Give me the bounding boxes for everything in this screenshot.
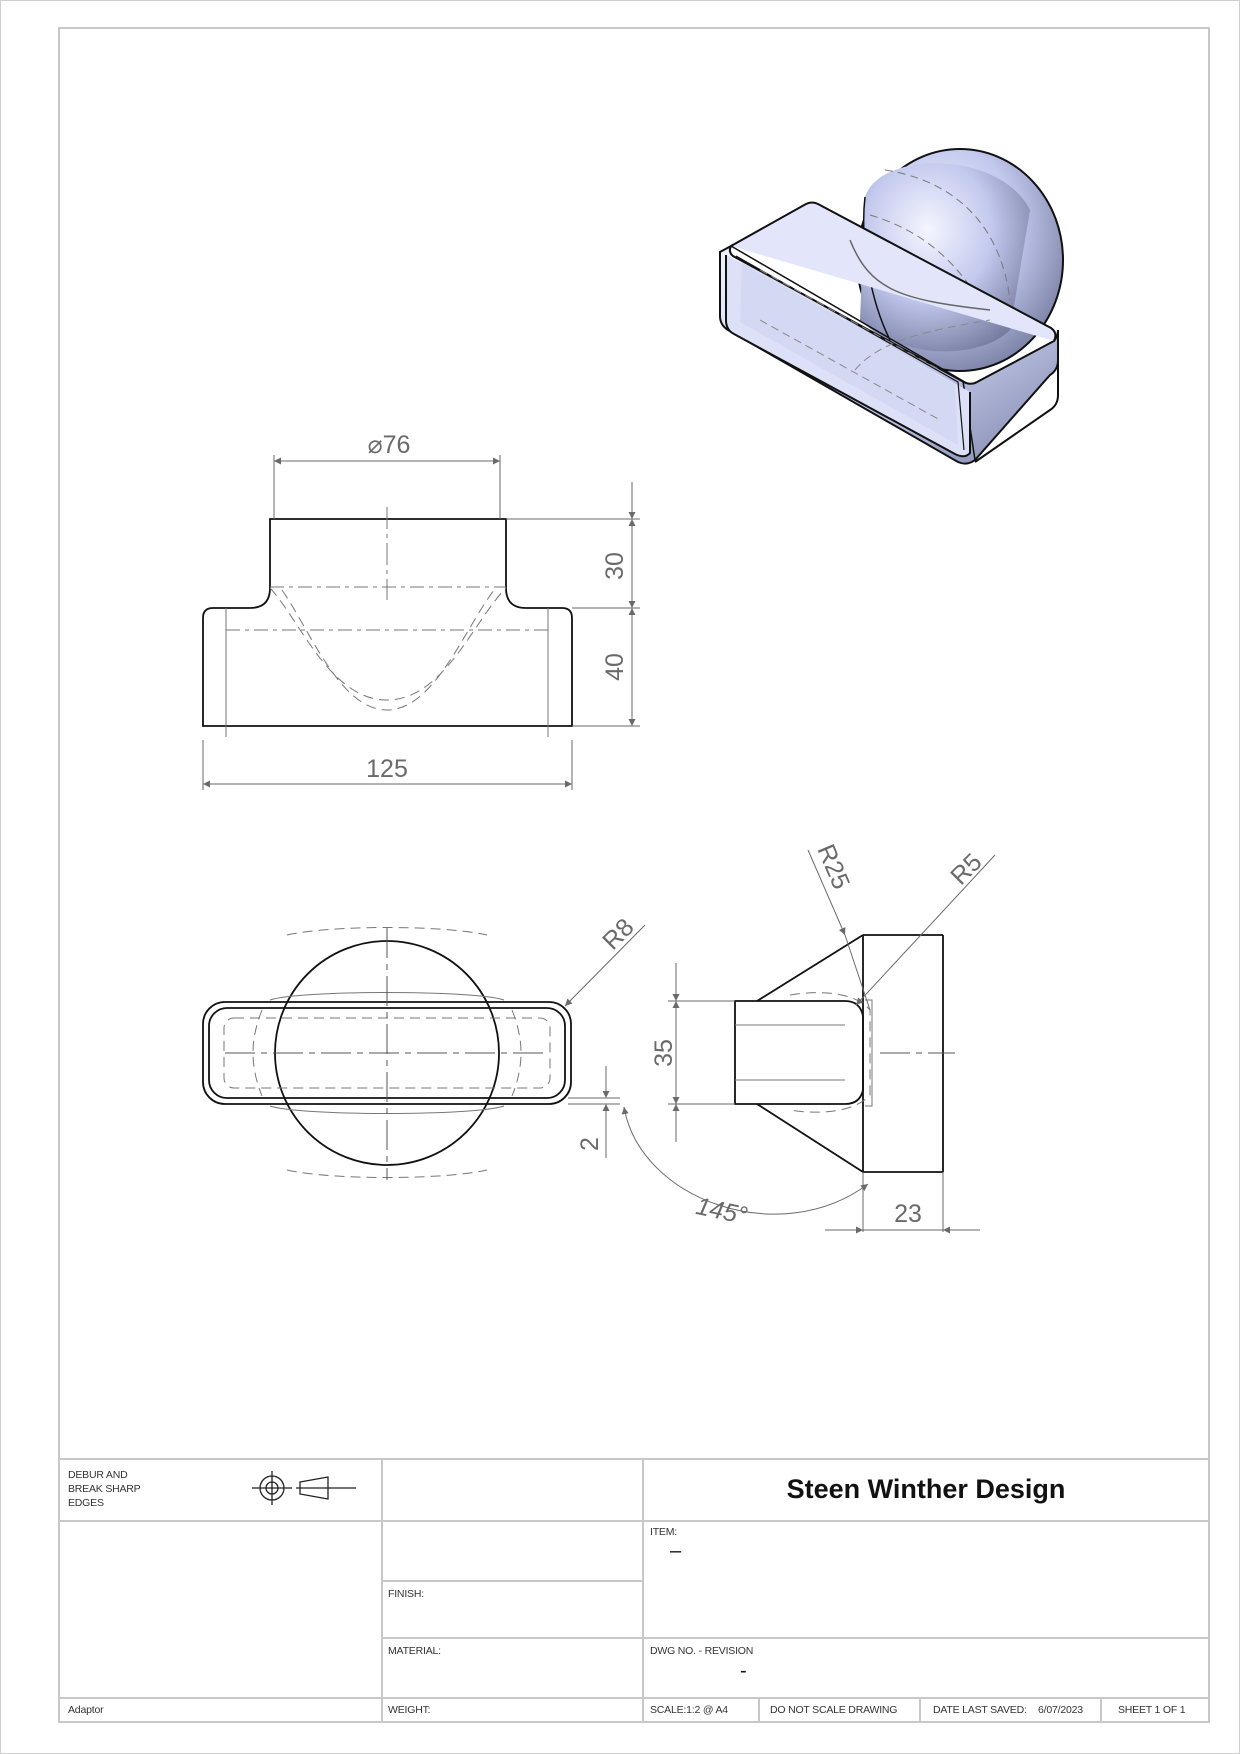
- scale-label: SCALE:1:2 @ A4: [650, 1704, 728, 1716]
- part-name: Adaptor: [68, 1704, 104, 1716]
- item-value: –: [670, 1540, 682, 1562]
- dim-depth: 23: [894, 1200, 922, 1228]
- material-label: MATERIAL:: [388, 1645, 441, 1657]
- side-view: [735, 935, 955, 1172]
- debur-note-line: EDGES: [68, 1497, 104, 1509]
- dim-radius-r5: R5: [945, 848, 988, 891]
- front-view: [203, 507, 572, 737]
- debur-note-line: BREAK SHARP: [68, 1483, 141, 1495]
- date-value: 6/07/2023: [1038, 1704, 1083, 1716]
- dim-angle: 145°: [693, 1192, 750, 1231]
- weight-label: WEIGHT:: [388, 1704, 431, 1716]
- debur-note-line: DEBUR AND: [68, 1469, 128, 1481]
- dim-radius-r25: R25: [811, 840, 856, 894]
- side-view-dimensions: [624, 850, 995, 1232]
- top-view-dimensions: [565, 925, 645, 1158]
- dim-height-top: 30: [601, 552, 629, 580]
- finish-label: FINISH:: [388, 1588, 424, 1600]
- projection-symbol-icon: [252, 1471, 356, 1505]
- dwg-value: -: [740, 1660, 747, 1682]
- do-not-scale-note: DO NOT SCALE DRAWING: [770, 1704, 898, 1716]
- debur-note: [68, 1468, 141, 1510]
- dwg-label: DWG NO. - REVISION: [650, 1645, 754, 1657]
- dim-height-bottom: 40: [601, 653, 629, 681]
- dim-height-35: 35: [650, 1039, 678, 1067]
- item-label: ITEM:: [650, 1526, 677, 1538]
- dim-diameter: ⌀76: [367, 431, 411, 459]
- dim-thickness: 2: [576, 1137, 604, 1151]
- isometric-view: [720, 149, 1063, 464]
- top-view: [203, 928, 571, 1181]
- dim-radius-r8: R8: [597, 913, 640, 956]
- date-label: DATE LAST SAVED:: [933, 1704, 1027, 1716]
- dim-width: 125: [366, 755, 408, 783]
- sheet-number: SHEET 1 OF 1: [1118, 1704, 1186, 1716]
- front-view-dimensions: [203, 455, 640, 790]
- company-name: Steen Winther Design: [786, 1474, 1066, 1504]
